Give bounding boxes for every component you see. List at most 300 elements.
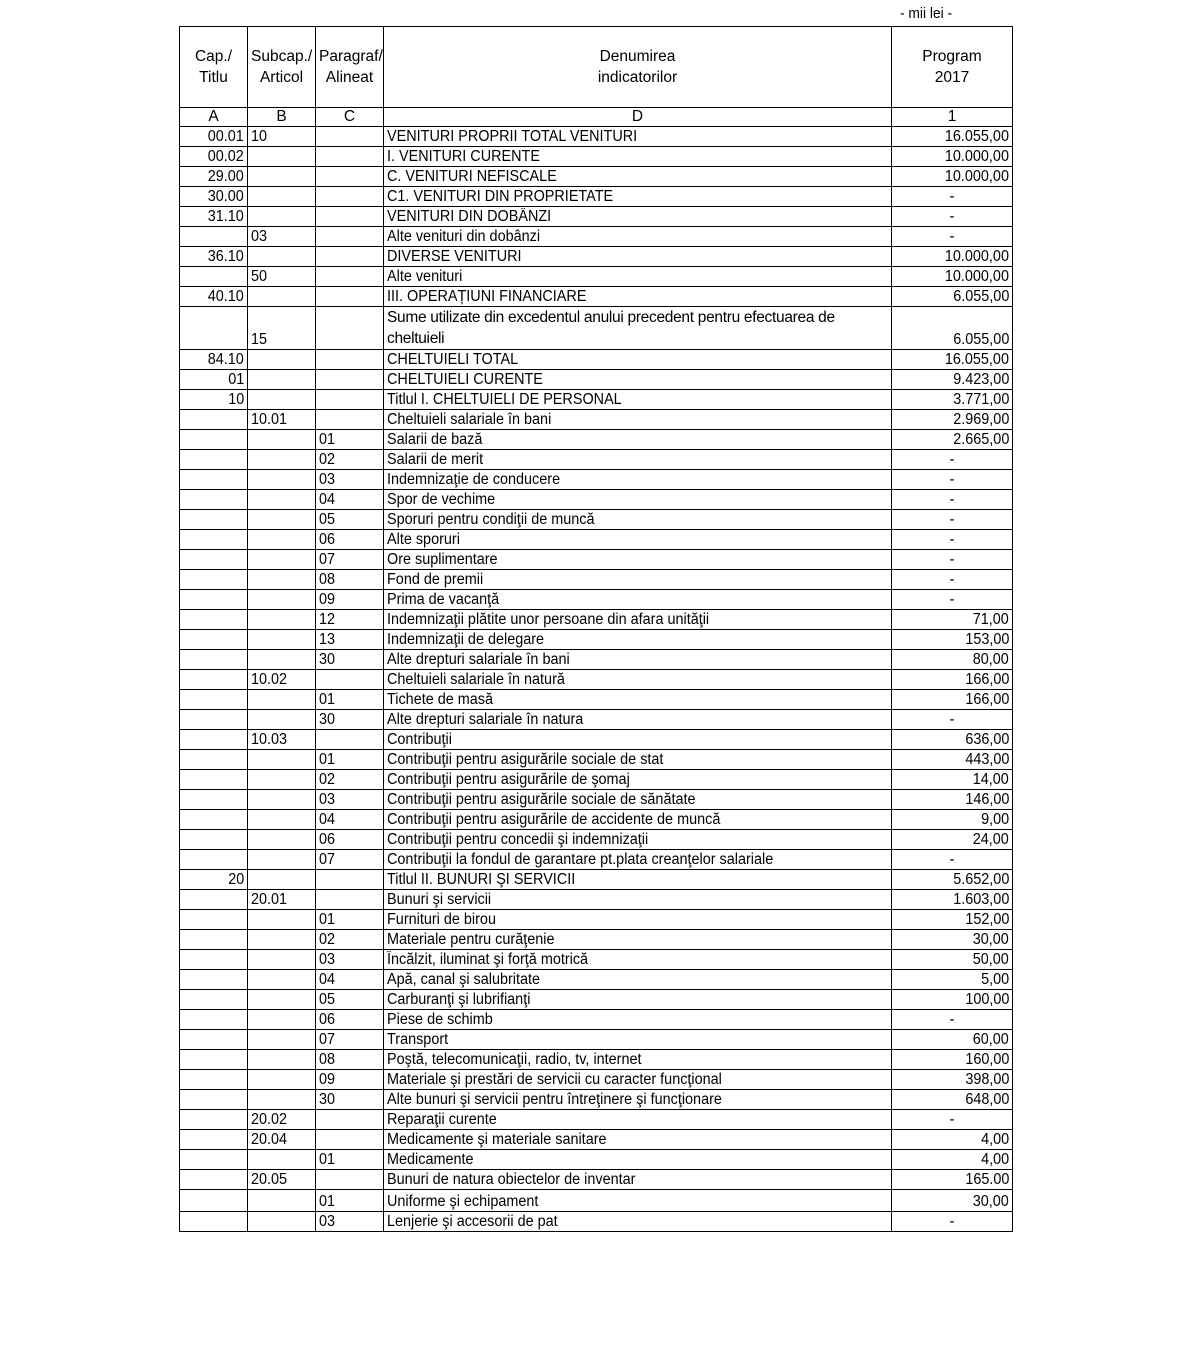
paragraf-alineat-cell: 06 <box>316 1010 384 1030</box>
header-program: Program 2017 <box>892 27 1013 108</box>
cap-titlu-cell <box>180 410 248 430</box>
table-row <box>180 930 1013 950</box>
program-value-cell: 4,00 <box>892 1150 1013 1170</box>
denumirea-cell: Alte drepturi salariale în natura <box>384 710 892 730</box>
denumirea-cell: Cheltuieli salariale în natură <box>384 670 892 690</box>
program-value-cell: - <box>892 1110 1013 1130</box>
subcap-articol-cell <box>248 810 316 830</box>
subcap-articol-cell <box>248 1150 316 1170</box>
program-value-cell: 6.055,00 <box>892 287 1013 307</box>
program-value-cell: - <box>892 850 1013 870</box>
cap-titlu-cell <box>180 1130 248 1150</box>
program-value-cell: 648,00 <box>892 1090 1013 1110</box>
paragraf-alineat-cell <box>316 247 384 267</box>
table-row <box>180 227 1013 247</box>
table-row <box>180 1070 1013 1090</box>
header-subcap-articol: Subcap./ Articol <box>248 27 316 108</box>
subcap-articol-cell <box>248 930 316 950</box>
subcap-articol-cell <box>248 690 316 710</box>
cap-titlu-cell <box>180 950 248 970</box>
paragraf-alineat-cell: 06 <box>316 530 384 550</box>
paragraf-alineat-cell <box>316 1130 384 1150</box>
paragraf-alineat-cell <box>316 147 384 167</box>
table-row <box>180 470 1013 490</box>
subcap-articol-cell <box>248 790 316 810</box>
paragraf-alineat-cell: 02 <box>316 930 384 950</box>
table-row <box>180 830 1013 850</box>
subcap-articol-cell: 10 <box>248 127 316 147</box>
paragraf-alineat-cell <box>316 370 384 390</box>
letter-b: B <box>248 108 316 127</box>
subcap-articol-cell <box>248 147 316 167</box>
denumirea-cell: Furnituri de birou <box>384 910 892 930</box>
table-row <box>180 127 1013 147</box>
paragraf-alineat-cell: 04 <box>316 810 384 830</box>
subcap-articol-cell <box>248 630 316 650</box>
subcap-articol-cell: 15 <box>248 307 316 350</box>
program-value-cell: 6.055,00 <box>892 307 1013 350</box>
table-row <box>180 990 1013 1010</box>
paragraf-alineat-cell: 01 <box>316 1190 384 1212</box>
cap-titlu-cell <box>180 307 248 350</box>
cap-titlu-cell: 40.10 <box>180 287 248 307</box>
table-row <box>180 670 1013 690</box>
paragraf-alineat-cell <box>316 730 384 750</box>
denumirea-cell: VENITURI DIN DOBÂNZI <box>384 207 892 227</box>
denumirea-cell: Contribuţii pentru concedii şi indemnizaţii <box>384 830 892 850</box>
table-row <box>180 950 1013 970</box>
program-value-cell: - <box>892 490 1013 510</box>
cap-titlu-cell <box>180 750 248 770</box>
subcap-articol-cell: 10.02 <box>248 670 316 690</box>
program-value-cell: - <box>892 1010 1013 1030</box>
table-row <box>180 207 1013 227</box>
subcap-articol-cell <box>248 187 316 207</box>
paragraf-alineat-cell: 07 <box>316 1030 384 1050</box>
program-value-cell: - <box>892 530 1013 550</box>
cap-titlu-cell <box>180 227 248 247</box>
denumirea-cell: Încălzit, iluminat şi forţă motrică <box>384 950 892 970</box>
denumirea-cell: Contribuţii la fondul de garantare pt.plata creanţelor salariale <box>384 850 892 870</box>
cap-titlu-cell <box>180 267 248 287</box>
paragraf-alineat-cell <box>316 307 384 350</box>
table-row <box>180 167 1013 187</box>
paragraf-alineat-cell <box>316 287 384 307</box>
program-value-cell: - <box>892 207 1013 227</box>
table-row <box>180 370 1013 390</box>
table-row <box>180 287 1013 307</box>
subcap-articol-cell <box>248 350 316 370</box>
paragraf-alineat-cell <box>316 410 384 430</box>
program-value-cell: 2.969,00 <box>892 410 1013 430</box>
table-row <box>180 1190 1013 1212</box>
program-value-cell: 100,00 <box>892 990 1013 1010</box>
subcap-articol-cell <box>248 610 316 630</box>
cap-titlu-cell <box>180 1110 248 1130</box>
program-value-cell: - <box>892 710 1013 730</box>
paragraf-alineat-cell <box>316 207 384 227</box>
subcap-articol-cell <box>248 1070 316 1090</box>
subcap-articol-cell <box>248 910 316 930</box>
program-value-cell: - <box>892 590 1013 610</box>
table-body <box>180 127 1013 1232</box>
program-value-cell: - <box>892 550 1013 570</box>
cap-titlu-cell: 36.10 <box>180 247 248 267</box>
paragraf-alineat-cell: 03 <box>316 470 384 490</box>
subcap-articol-cell <box>248 430 316 450</box>
denumirea-cell: Contribuţii pentru asigurările sociale de sănătate <box>384 790 892 810</box>
subcap-articol-cell <box>248 990 316 1010</box>
paragraf-alineat-cell <box>316 227 384 247</box>
program-value-cell: 24,00 <box>892 830 1013 850</box>
subcap-articol-cell <box>248 570 316 590</box>
program-value-cell: 9.423,00 <box>892 370 1013 390</box>
denumirea-cell: Bunuri de natura obiectelor de inventar <box>384 1170 892 1190</box>
table-row <box>180 770 1013 790</box>
denumirea-cell: Prima de vacanţă <box>384 590 892 610</box>
paragraf-alineat-cell: 06 <box>316 830 384 850</box>
table-row <box>180 810 1013 830</box>
denumirea-cell: Medicamente şi materiale sanitare <box>384 1130 892 1150</box>
cap-titlu-cell <box>180 710 248 730</box>
column-letters-row <box>180 108 1013 127</box>
table-row <box>180 1050 1013 1070</box>
cap-titlu-cell <box>180 830 248 850</box>
cap-titlu-cell <box>180 970 248 990</box>
denumirea-cell: I. VENITURI CURENTE <box>384 147 892 167</box>
cap-titlu-cell <box>180 1212 248 1232</box>
program-value-cell: 10.000,00 <box>892 267 1013 287</box>
table-row <box>180 630 1013 650</box>
program-value-cell: 80,00 <box>892 650 1013 670</box>
paragraf-alineat-cell: 02 <box>316 770 384 790</box>
subcap-articol-cell <box>248 510 316 530</box>
subcap-articol-cell <box>248 470 316 490</box>
table-row <box>180 970 1013 990</box>
denumirea-cell: CHELTUIELI TOTAL <box>384 350 892 370</box>
table-row <box>180 790 1013 810</box>
table-row <box>180 750 1013 770</box>
program-value-cell: 5.652,00 <box>892 870 1013 890</box>
subcap-articol-cell: 20.01 <box>248 890 316 910</box>
budget-table <box>179 26 1013 1232</box>
denumirea-cell: DIVERSE VENITURI <box>384 247 892 267</box>
subcap-articol-cell: 50 <box>248 267 316 287</box>
denumirea-cell: Titlul I. CHELTUIELI DE PERSONAL <box>384 390 892 410</box>
paragraf-alineat-cell: 04 <box>316 490 384 510</box>
letter-c: C <box>316 108 384 127</box>
paragraf-alineat-cell: 13 <box>316 630 384 650</box>
cap-titlu-cell <box>180 910 248 930</box>
table-row <box>180 247 1013 267</box>
cap-titlu-cell <box>180 610 248 630</box>
denumirea-cell: Apă, canal şi salubritate <box>384 970 892 990</box>
denumirea-cell: Tichete de masă <box>384 690 892 710</box>
program-value-cell: 146,00 <box>892 790 1013 810</box>
program-value-cell: 443,00 <box>892 750 1013 770</box>
table-row <box>180 350 1013 370</box>
cap-titlu-cell <box>180 630 248 650</box>
subcap-articol-cell <box>248 490 316 510</box>
paragraf-alineat-cell: 08 <box>316 1050 384 1070</box>
paragraf-alineat-cell <box>316 267 384 287</box>
letter-1: 1 <box>892 108 1013 127</box>
subcap-articol-cell: 20.04 <box>248 1130 316 1150</box>
table-row <box>180 450 1013 470</box>
denumirea-cell: Uniforme şi echipament <box>384 1190 892 1212</box>
program-value-cell: 30,00 <box>892 930 1013 950</box>
cap-titlu-cell <box>180 990 248 1010</box>
subcap-articol-cell: 10.01 <box>248 410 316 430</box>
denumirea-cell: Alte bunuri şi servicii pentru întreţinere şi funcţionare <box>384 1090 892 1110</box>
subcap-articol-cell <box>248 167 316 187</box>
paragraf-alineat-cell <box>316 167 384 187</box>
cap-titlu-cell: 30.00 <box>180 187 248 207</box>
subcap-articol-cell <box>248 650 316 670</box>
program-value-cell: - <box>892 450 1013 470</box>
subcap-articol-cell <box>248 830 316 850</box>
program-value-cell: 152,00 <box>892 910 1013 930</box>
table-row <box>180 430 1013 450</box>
cap-titlu-cell <box>180 470 248 490</box>
cap-titlu-cell <box>180 510 248 530</box>
cap-titlu-cell: 29.00 <box>180 167 248 187</box>
subcap-articol-cell <box>248 247 316 267</box>
subcap-articol-cell <box>248 870 316 890</box>
table-row <box>180 590 1013 610</box>
paragraf-alineat-cell: 07 <box>316 850 384 870</box>
table-row <box>180 570 1013 590</box>
cap-titlu-cell <box>180 450 248 470</box>
cap-titlu-cell <box>180 730 248 750</box>
header-denumirea: Denumirea indicatorilor <box>384 27 892 108</box>
letter-a: A <box>180 108 248 127</box>
denumirea-cell: Sume utilizate din excedentul anului precedent pentru efectuarea de cheltuieli <box>384 307 892 350</box>
denumirea-cell: Salarii de merit <box>384 450 892 470</box>
denumirea-cell: Medicamente <box>384 1150 892 1170</box>
program-value-cell: - <box>892 1212 1013 1232</box>
paragraf-alineat-cell: 01 <box>316 430 384 450</box>
cap-titlu-cell <box>180 930 248 950</box>
denumirea-cell: Materiale pentru curăţenie <box>384 930 892 950</box>
paragraf-alineat-cell: 05 <box>316 510 384 530</box>
table-row <box>180 410 1013 430</box>
header-cap-titlu: Cap./ Titlu <box>180 27 248 108</box>
program-value-cell: 10.000,00 <box>892 147 1013 167</box>
subcap-articol-cell: 10.03 <box>248 730 316 750</box>
denumirea-cell: Alte drepturi salariale în bani <box>384 650 892 670</box>
table-row <box>180 1212 1013 1232</box>
subcap-articol-cell <box>248 390 316 410</box>
paragraf-alineat-cell: 04 <box>316 970 384 990</box>
paragraf-alineat-cell: 30 <box>316 710 384 730</box>
denumirea-cell: Salarii de bază <box>384 430 892 450</box>
table-row <box>180 1030 1013 1050</box>
program-value-cell: - <box>892 570 1013 590</box>
subcap-articol-cell <box>248 970 316 990</box>
denumirea-cell: Alte venituri <box>384 267 892 287</box>
paragraf-alineat-cell: 03 <box>316 950 384 970</box>
subcap-articol-cell <box>248 530 316 550</box>
program-value-cell: - <box>892 470 1013 490</box>
subcap-articol-cell <box>248 770 316 790</box>
table-row <box>180 1170 1013 1190</box>
paragraf-alineat-cell: 03 <box>316 790 384 810</box>
subcap-articol-cell <box>248 1212 316 1232</box>
subcap-articol-cell: 03 <box>248 227 316 247</box>
cap-titlu-cell <box>180 550 248 570</box>
program-value-cell: 50,00 <box>892 950 1013 970</box>
paragraf-alineat-cell <box>316 890 384 910</box>
program-value-cell: 9,00 <box>892 810 1013 830</box>
table-row <box>180 890 1013 910</box>
paragraf-alineat-cell <box>316 127 384 147</box>
cap-titlu-cell: 00.02 <box>180 147 248 167</box>
cap-titlu-cell: 84.10 <box>180 350 248 370</box>
paragraf-alineat-cell <box>316 1110 384 1130</box>
paragraf-alineat-cell: 01 <box>316 910 384 930</box>
table-row <box>180 610 1013 630</box>
header-paragraf-alineat: Paragraf/ Alineat <box>316 27 384 108</box>
table-row <box>180 510 1013 530</box>
paragraf-alineat-cell: 30 <box>316 650 384 670</box>
table-row <box>180 550 1013 570</box>
table-row <box>180 730 1013 750</box>
cap-titlu-cell <box>180 1010 248 1030</box>
paragraf-alineat-cell: 30 <box>316 1090 384 1110</box>
denumirea-cell: Alte sporuri <box>384 530 892 550</box>
paragraf-alineat-cell: 01 <box>316 690 384 710</box>
program-value-cell: 166,00 <box>892 670 1013 690</box>
program-value-cell: 2.665,00 <box>892 430 1013 450</box>
table-row <box>180 650 1013 670</box>
program-value-cell: 165.00 <box>892 1170 1013 1190</box>
cap-titlu-cell: 00.01 <box>180 127 248 147</box>
subcap-articol-cell <box>248 950 316 970</box>
denumirea-cell: Indemnizaţii plătite unor persoane din afara unităţii <box>384 610 892 630</box>
denumirea-cell: Transport <box>384 1030 892 1050</box>
denumirea-cell: Contribuţii pentru asigurările de accidente de muncă <box>384 810 892 830</box>
cap-titlu-cell: 20 <box>180 870 248 890</box>
cap-titlu-cell <box>180 1070 248 1090</box>
subcap-articol-cell <box>248 1030 316 1050</box>
paragraf-alineat-cell <box>316 870 384 890</box>
subcap-articol-cell <box>248 1050 316 1070</box>
cap-titlu-cell: 01 <box>180 370 248 390</box>
denumirea-cell: CHELTUIELI CURENTE <box>384 370 892 390</box>
subcap-articol-cell <box>248 1190 316 1212</box>
table-row <box>180 1090 1013 1110</box>
cap-titlu-cell: 31.10 <box>180 207 248 227</box>
paragraf-alineat-cell <box>316 670 384 690</box>
program-value-cell: 166,00 <box>892 690 1013 710</box>
paragraf-alineat-cell: 12 <box>316 610 384 630</box>
table-row <box>180 910 1013 930</box>
program-value-cell: 160,00 <box>892 1050 1013 1070</box>
subcap-articol-cell <box>248 850 316 870</box>
program-value-cell: 3.771,00 <box>892 390 1013 410</box>
cap-titlu-cell <box>180 1030 248 1050</box>
program-value-cell: 10.000,00 <box>892 167 1013 187</box>
subcap-articol-cell <box>248 710 316 730</box>
program-value-cell: 153,00 <box>892 630 1013 650</box>
paragraf-alineat-cell: 07 <box>316 550 384 570</box>
cap-titlu-cell <box>180 810 248 830</box>
cap-titlu-cell <box>180 890 248 910</box>
denumirea-cell: Alte venituri din dobânzi <box>384 227 892 247</box>
program-value-cell: 10.000,00 <box>892 247 1013 267</box>
program-value-cell: - <box>892 510 1013 530</box>
subcap-articol-cell <box>248 550 316 570</box>
denumirea-cell: Sporuri pentru condiţii de muncă <box>384 510 892 530</box>
denumirea-cell: VENITURI PROPRII TOTAL VENITURI <box>384 127 892 147</box>
denumirea-cell: Indemnizaţii de delegare <box>384 630 892 650</box>
table-row <box>180 267 1013 287</box>
denumirea-cell: Poştă, telecomunicaţii, radio, tv, internet <box>384 1050 892 1070</box>
table-row <box>180 187 1013 207</box>
denumirea-cell: III. OPERAȚIUNI FINANCIARE <box>384 287 892 307</box>
table-row <box>180 690 1013 710</box>
cap-titlu-cell <box>180 670 248 690</box>
subcap-articol-cell <box>248 287 316 307</box>
cap-titlu-cell <box>180 1050 248 1070</box>
letter-d: D <box>384 108 892 127</box>
paragraf-alineat-cell <box>316 187 384 207</box>
table-row <box>180 490 1013 510</box>
program-value-cell: 30,00 <box>892 1190 1013 1212</box>
subcap-articol-cell <box>248 1090 316 1110</box>
denumirea-cell: Titlul II. BUNURI ŞI SERVICII <box>384 870 892 890</box>
denumirea-cell: Cheltuieli salariale în bani <box>384 410 892 430</box>
table-row <box>180 710 1013 730</box>
header-row <box>180 27 1013 108</box>
subcap-articol-cell <box>248 207 316 227</box>
cap-titlu-cell <box>180 650 248 670</box>
paragraf-alineat-cell: 09 <box>316 1070 384 1090</box>
cap-titlu-cell <box>180 770 248 790</box>
cap-titlu-cell <box>180 850 248 870</box>
paragraf-alineat-cell: 08 <box>316 570 384 590</box>
cap-titlu-cell <box>180 430 248 450</box>
cap-titlu-cell <box>180 1090 248 1110</box>
paragraf-alineat-cell: 05 <box>316 990 384 1010</box>
cap-titlu-cell <box>180 1190 248 1212</box>
paragraf-alineat-cell <box>316 390 384 410</box>
denumirea-cell: Fond de premii <box>384 570 892 590</box>
denumirea-cell: Carburanţi şi lubrifianţi <box>384 990 892 1010</box>
table-row <box>180 870 1013 890</box>
denumirea-cell: Spor de vechime <box>384 490 892 510</box>
program-value-cell: 14,00 <box>892 770 1013 790</box>
subcap-articol-cell <box>248 590 316 610</box>
denumirea-cell: C. VENITURI NEFISCALE <box>384 167 892 187</box>
denumirea-cell: Bunuri şi servicii <box>384 890 892 910</box>
paragraf-alineat-cell: 01 <box>316 750 384 770</box>
program-value-cell: 16.055,00 <box>892 350 1013 370</box>
denumirea-cell: Ore suplimentare <box>384 550 892 570</box>
cap-titlu-cell: 10 <box>180 390 248 410</box>
cap-titlu-cell <box>180 1150 248 1170</box>
paragraf-alineat-cell: 02 <box>316 450 384 470</box>
cap-titlu-cell <box>180 1170 248 1190</box>
denumirea-cell: Lenjerie şi accesorii de pat <box>384 1212 892 1232</box>
table-row <box>180 390 1013 410</box>
subcap-articol-cell: 20.02 <box>248 1110 316 1130</box>
denumirea-cell: Contribuţii pentru asigurările sociale de stat <box>384 750 892 770</box>
paragraf-alineat-cell <box>316 1170 384 1190</box>
table-row <box>180 307 1013 350</box>
denumirea-cell: C1. VENITURI DIN PROPRIETATE <box>384 187 892 207</box>
